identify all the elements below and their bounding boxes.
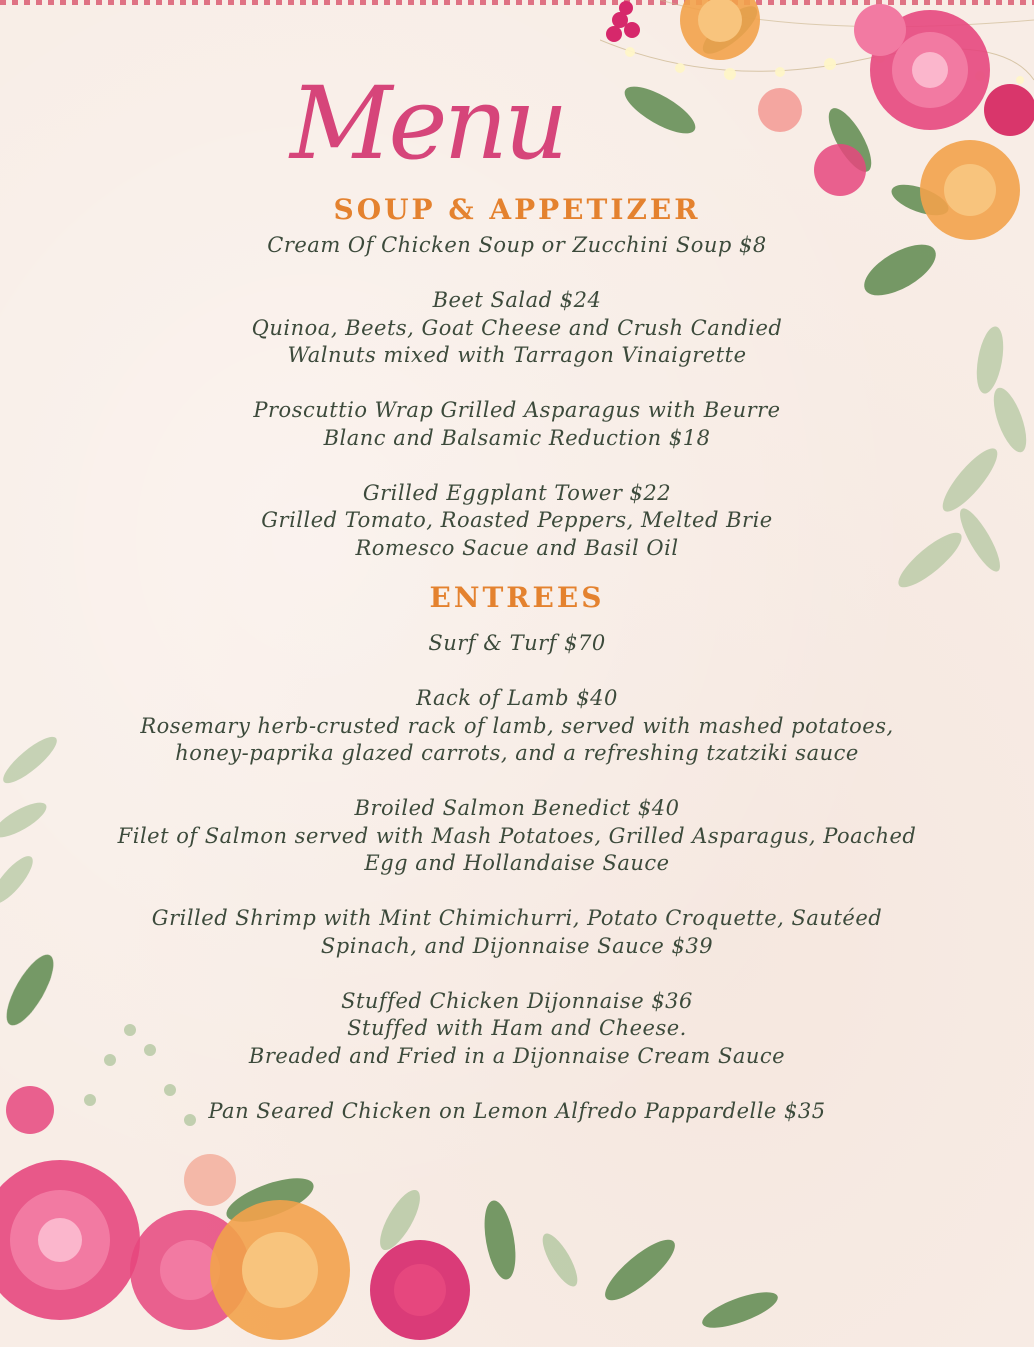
menu-item-line: Quinoa, Beets, Goat Cheese and Crush Candied [251, 315, 783, 340]
menu-item-line: Proscuttio Wrap Grilled Asparagus with Beurre [253, 398, 781, 422]
menu-item-line: honey-paprika glazed carrots, and a refreshing tzatziki sauce [175, 741, 859, 765]
menu-item-line: Stuffed with Ham and Cheese. [347, 1016, 687, 1040]
menu-item-line: Cream Of Chicken Soup or Zucchini Soup $8 [267, 233, 767, 257]
menu-item-line: Rack of Lamb $40 [416, 686, 618, 710]
menu-item [40, 988, 994, 1071]
menu-item [40, 480, 994, 563]
menu-item [40, 685, 994, 768]
menu-item-line: Egg and Hollandaise Sauce [364, 851, 670, 875]
menu-item [40, 905, 994, 960]
menu-item-line: Grilled Tomato, Roasted Peppers, Melted Brie [261, 508, 773, 532]
menu-item-line: Spinach, and Dijonnaise Sauce $39 [320, 933, 714, 958]
menu-item-line: Pan Seared Chicken on Lemon Alfredo Pappardelle $35 [208, 1098, 826, 1123]
menu-item-line: Romesco Sacue and Basil Oil [355, 535, 679, 560]
section-soup-appetizer [40, 190, 994, 562]
menu-item-line: Filet of Salmon served with Mash Potatoes, Grilled Asparagus, Poached [117, 823, 917, 848]
menu-item [40, 1098, 994, 1126]
menu-item-line: Broiled Salmon Benedict $40 [354, 796, 680, 820]
menu-item [40, 397, 994, 452]
menu-item-line: Rosemary herb-crusted rack of lamb, served with mashed potatoes, [140, 713, 894, 738]
menu-item-line: Beet Salad $24 [432, 288, 602, 312]
menu-item-line: Grilled Eggplant Tower $22 [362, 480, 672, 505]
menu-item-line: Grilled Shrimp with Mint Chimichurri, Potato Croquette, Sautéed [151, 906, 883, 930]
menu-item [40, 287, 994, 370]
menu-item-line: Blanc and Balsamic Reduction $18 [323, 425, 711, 450]
section-entrees [40, 578, 994, 1125]
section-heading: SOUP & APPETIZER [333, 193, 701, 226]
menu-item [40, 795, 994, 878]
section-heading: ENTREES [429, 581, 605, 614]
menu-content [40, 190, 994, 1153]
menu-item-line: Surf & Turf $70 [428, 631, 606, 655]
menu-item-line: Breaded and Fried in a Dijonnaise Cream Sauce [248, 1043, 786, 1068]
menu-item [40, 630, 994, 658]
menu-item-line: Walnuts mixed with Tarragon Vinaigrette [287, 343, 747, 367]
menu-item [40, 232, 994, 260]
menu-title-script [280, 48, 580, 188]
menu-title: Menu [290, 65, 565, 182]
menu-item-line: Stuffed Chicken Dijonnaise $36 [341, 988, 693, 1013]
